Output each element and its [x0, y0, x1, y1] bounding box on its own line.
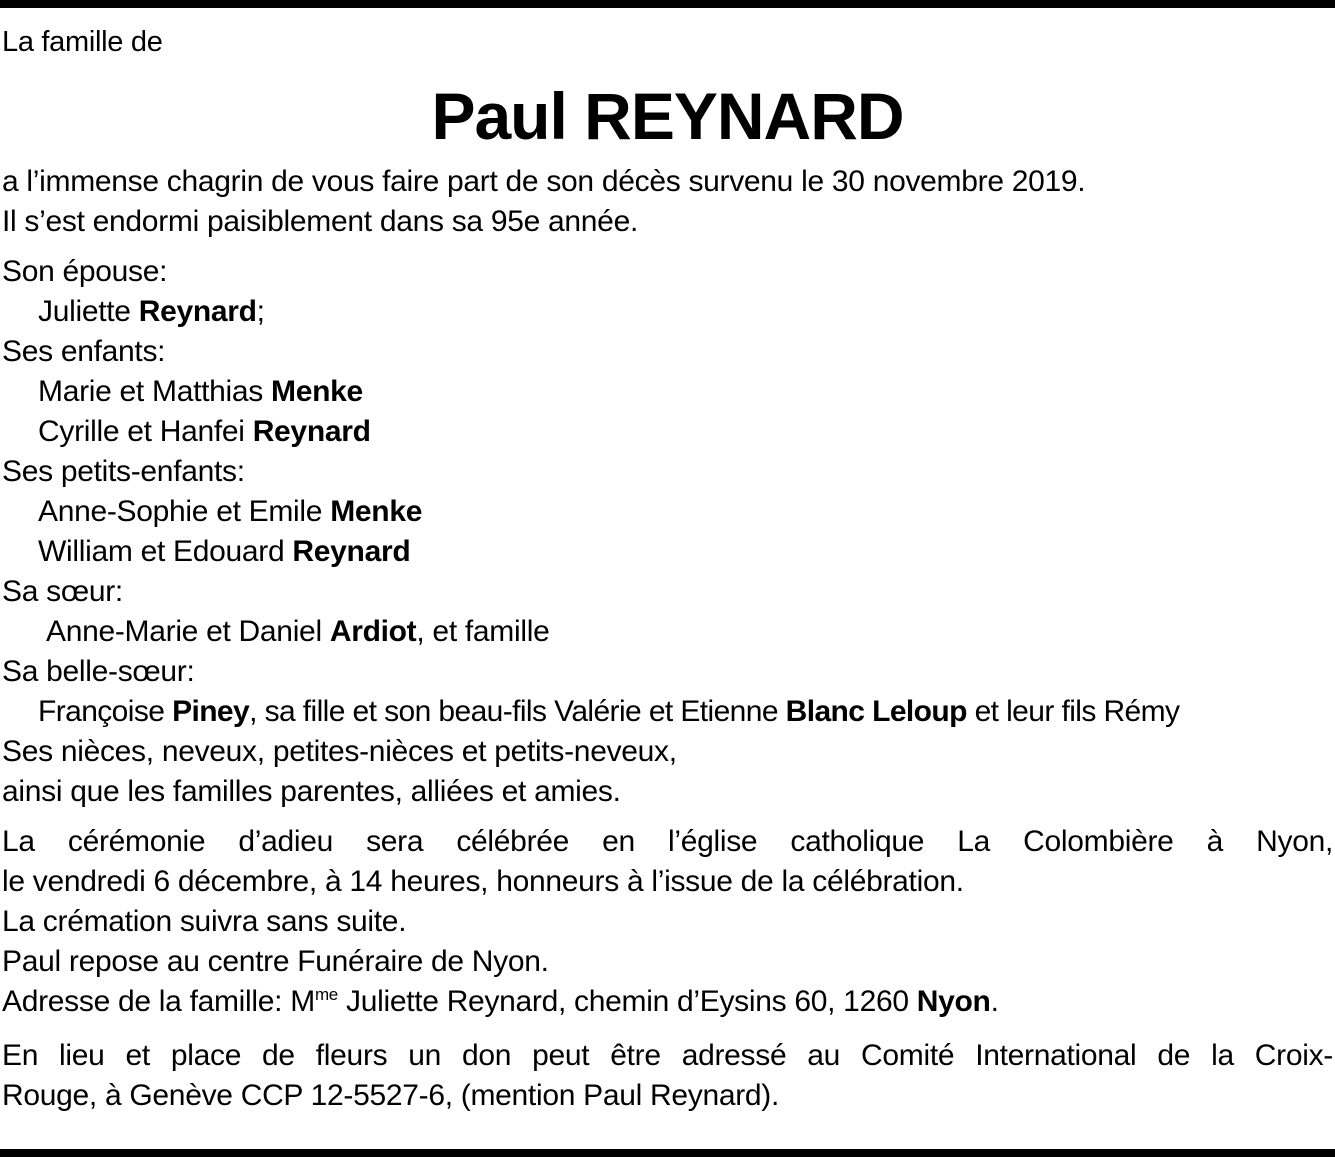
- donation-block: [2, 1036, 1333, 1116]
- ceremony-line: La cérémonie d’adieu sera célébrée en l’église catholique La Colombière à Nyon,: [2, 825, 1333, 858]
- child-entry: Marie et Matthias Menke: [38, 375, 363, 408]
- bottom-rule: [0, 1149, 1335, 1157]
- top-rule: [0, 0, 1335, 8]
- children-heading: Ses enfants:: [2, 335, 166, 368]
- grandchild-entry: William et Edouard Reynard: [38, 535, 411, 568]
- grandchildren-heading: Ses petits-enfants:: [2, 455, 245, 488]
- sister-in-law-heading: Sa belle-sœur:: [2, 655, 195, 688]
- announcement-line: a l’immense chagrin de vous faire part de son décès survenu le 30 novembre 2019.: [2, 165, 1086, 198]
- family-address: Adresse de la famille: $M^{me}$ Juliette Reynard, chemin d’Eysins 60, 1260 Nyon.: [2, 985, 999, 1018]
- deceased-name: Paul REYNARD: [431, 79, 904, 153]
- ceremony-line: La crémation suivra sans suite.: [2, 905, 407, 938]
- announcement-block: [2, 162, 1333, 242]
- grandchild-entry: Anne-Sophie et Emile Menke: [38, 495, 423, 528]
- ceremony-line: le vendredi 6 décembre, à 14 heures, honneurs à l’issue de la célébration.: [2, 865, 964, 898]
- obituary-notice: [2, 22, 1333, 1116]
- extended-family-line: Ses nièces, neveux, petites-nièces et petits-neveux,: [2, 735, 677, 768]
- extended-family-line: ainsi que les familles parentes, alliées et amies.: [2, 775, 621, 808]
- donation-line: Rouge, à Genève CCP 12-5527-6, (mention Paul Reynard).: [2, 1079, 780, 1112]
- spouse-entry: Juliette Reynard;: [38, 295, 265, 328]
- announcement-line: Il s’est endormi paisiblement dans sa 95e année.: [2, 205, 638, 238]
- sister-heading: Sa sœur:: [2, 575, 123, 608]
- intro-line: La famille de: [2, 26, 163, 58]
- family-list: [2, 252, 1333, 812]
- ceremony-block: [2, 822, 1333, 1026]
- sister-in-law-entry: Françoise Piney, sa fille et son beau-fils Valérie et Etienne Blanc Leloup et leur fils Rémy: [38, 695, 1180, 728]
- sister-entry: Anne-Marie et Daniel Ardiot, et famille: [46, 615, 550, 648]
- child-entry: Cyrille et Hanfei Reynard: [38, 415, 371, 448]
- spouse-heading: Son épouse:: [2, 255, 168, 288]
- ceremony-line: Paul repose au centre Funéraire de Nyon.: [2, 945, 549, 978]
- donation-line: En lieu et place de fleurs un don peut être adressé au Comité International de la Croix-: [2, 1039, 1333, 1072]
